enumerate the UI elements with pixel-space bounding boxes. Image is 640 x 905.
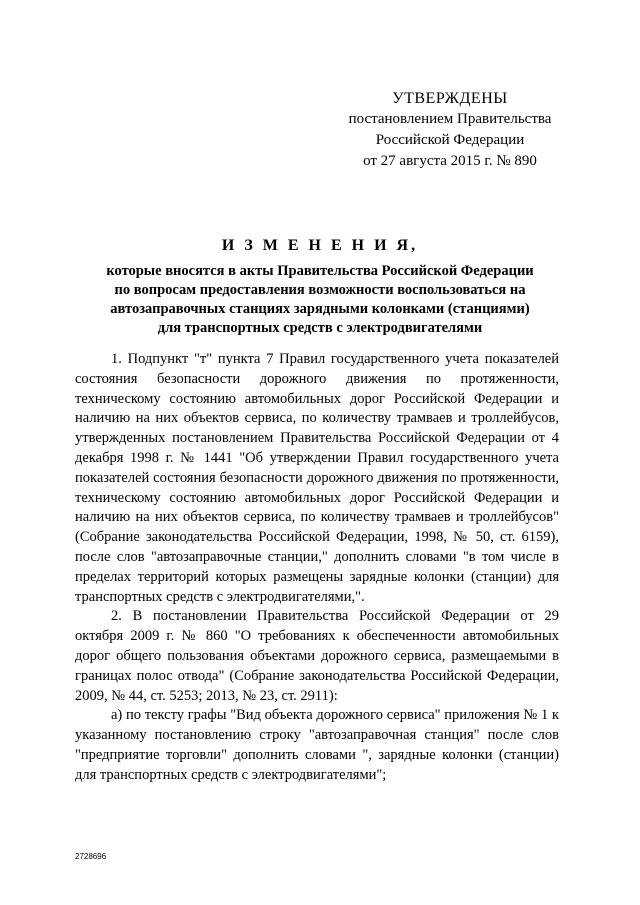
approval-line-2: Российской Федерации bbox=[375, 132, 525, 148]
approval-line-1: постановлением Правительства bbox=[348, 111, 552, 127]
document-subtitle bbox=[60, 262, 580, 338]
subtitle-line-1: которые вносятся в акты Правительства Российской Федерации bbox=[106, 263, 534, 279]
paragraph-2a: а) по тексту графы "Вид объекта дорожного сервиса" приложения № 1 к указанному постановлению строку "автозаправочная станция" после слов "предприятие торговли" дополнить словами ", зарядные колонки (станции) для транспортных средств с электродвигателями"; bbox=[75, 707, 559, 783]
subtitle-line-3: автозаправочных станциях зарядными колонками (станциями) bbox=[110, 301, 530, 317]
document-body bbox=[75, 350, 559, 786]
approval-line-3: от 27 августа 2015 г. № 890 bbox=[363, 153, 537, 169]
paragraph-2: 2. В постановлении Правительства Российской Федерации от 29 октября 2009 г. № 860 "О требованиях к обеспеченности автомобильных дорог общего пользования объектами дорожного сервиса, размещаемыми в границах полос отвода" (Собрание законодательства Российской Федерации, 2009, № 44, ст. 5253; 2013, № 23, ст. 2911): bbox=[75, 608, 559, 704]
subtitle-line-4: для транспортных средств с электродвигателями bbox=[157, 320, 483, 336]
document-title: И З М Е Н Е Н И Я, bbox=[221, 237, 419, 254]
subtitle-line-2: по вопросам предоставления возможности воспользоваться на bbox=[114, 282, 526, 298]
footer-code: 2728696 bbox=[75, 852, 107, 861]
paragraph-1: 1. Подпункт "т" пункта 7 Правил государственного учета показателей состояния безопасности дорожного движения по протяженности, техническому состоянию автомобильных дорог Российской Федерации и наличию на них объектов сервиса, по количеству трамваев и троллейбусов, утвержденных постановлением Правительства Российской Федерации от 4 декабря 1998 г. № 1441 "Об утверждении Правил государственного учета показателей состояния безопасности дорожного движения по протяженности, техническому состоянию автомобильных дорог Российской Федерации и наличию на них объектов сервиса, по количеству трамваев и троллейбусов" (Собрание законодательства Российской Федерации, 1998, № 50, ст. 6159), после слов "автозаправочные станции," дополнить словами "в том числе в пределах территорий которых размещены зарядные колонки (станции) для транспортных средств с электродвигателями,". bbox=[75, 351, 559, 605]
approval-block bbox=[340, 88, 560, 172]
approval-heading: УТВЕРЖДЕНЫ bbox=[392, 90, 508, 107]
